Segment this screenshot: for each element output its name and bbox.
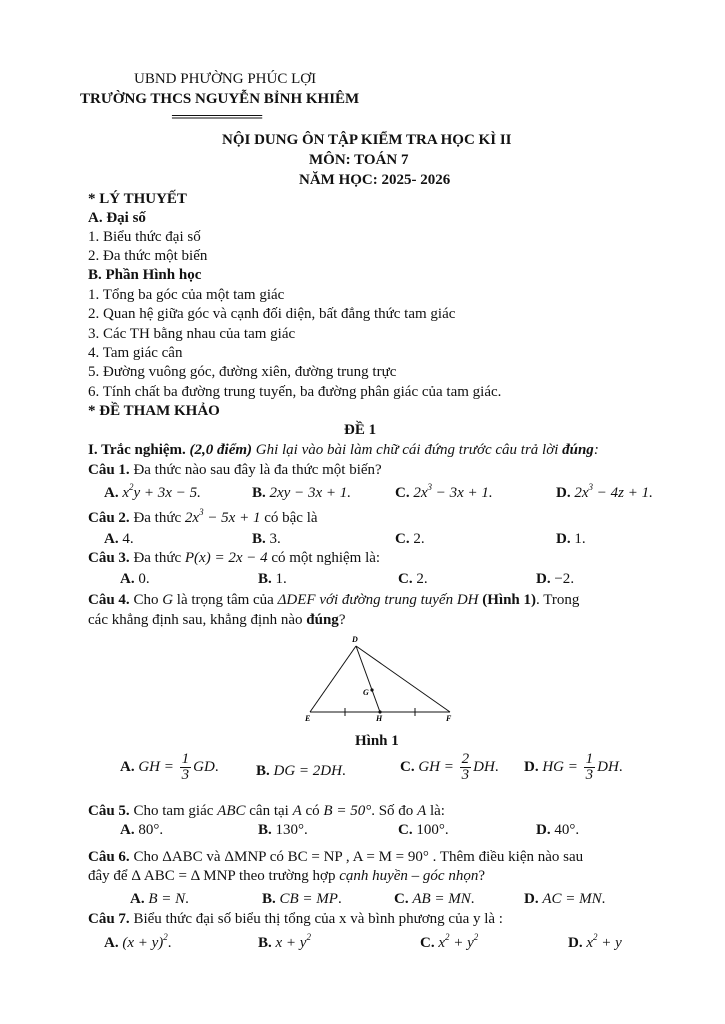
- q2-option-c[interactable]: C. 2.: [395, 531, 425, 547]
- q5-option-b[interactable]: B. 130°.: [258, 822, 308, 838]
- q5-option-a[interactable]: A. 80°.: [120, 822, 164, 838]
- header-divider: ══════════: [172, 110, 262, 125]
- q4-option-a[interactable]: A. GH = $\frac{1}{3}$ GD.: [120, 751, 219, 783]
- q2-option-a[interactable]: A. 4.: [104, 531, 134, 547]
- label-f: F: [446, 714, 452, 723]
- q3-option-b[interactable]: B. 1.: [258, 571, 287, 587]
- q2-option-b[interactable]: B. 3.: [252, 531, 281, 547]
- q2-option-d[interactable]: D. 1.: [556, 531, 586, 547]
- point-g: [370, 688, 373, 691]
- exam-heading: * ĐỀ THAM KHẢO: [88, 403, 220, 419]
- geometry-item: 6. Tính chất ba đường trung tuyến, ba đường phân giác của tam giác.: [88, 384, 502, 400]
- part1-label: I. Trắc nghiệm.: [88, 442, 186, 458]
- q1-option-b[interactable]: B. 2xy − 3x + 1.: [252, 485, 351, 501]
- q4-option-b[interactable]: B. DG = 2DH.: [256, 763, 346, 779]
- q6-option-c[interactable]: C. AB = MN.: [394, 891, 475, 907]
- q1-option-a[interactable]: A. $x^2y + 3x - 5$.: [104, 482, 201, 501]
- q7-option-d[interactable]: D. $x^2 + y$: [568, 932, 622, 951]
- geometry-heading: B. Phần Hình học: [88, 267, 202, 283]
- geometry-item: 1. Tổng ba góc của một tam giác: [88, 287, 285, 303]
- part1-emph: đúng: [562, 442, 594, 458]
- q7-option-b[interactable]: B. $x + y^2$: [258, 932, 311, 951]
- geometry-item: 2. Quan hệ giữa góc và cạnh đối diện, bất đẳng thức tam giác: [88, 306, 456, 322]
- label-h: H: [376, 714, 383, 723]
- geometry-item: 3. Các TH bằng nhau của tam giác: [88, 326, 296, 342]
- q6-stem-line2: đây để Δ ABC = Δ MNP theo trường hợp cạnh huyền – góc nhọn?: [88, 868, 486, 884]
- q4-option-c[interactable]: C. GH = $\frac{2}{3}$ DH.: [400, 751, 499, 783]
- geometry-item: 4. Tam giác cân: [88, 345, 183, 361]
- q3-option-d[interactable]: D. −2.: [536, 571, 575, 587]
- label-e: E: [305, 714, 311, 723]
- q4-stem: Câu 4. Cho G là trọng tâm của ΔDEF với đường trung tuyến DH (Hình 1). Trong: [88, 592, 580, 608]
- doc-year: NĂM HỌC: 2025- 2026: [299, 172, 451, 188]
- part1-text: Ghi lại vào bài làm chữ cái đứng trước câu trả lời: [255, 442, 559, 458]
- q7-option-c[interactable]: C. $x^2 + y^2$: [420, 932, 479, 951]
- side-df: [356, 646, 450, 712]
- q4-stem-line2: các khẳng định sau, khẳng định nào đúng?: [88, 612, 346, 628]
- q5-stem: Câu 5. Cho tam giác ABC cân tại A có B = 50°. Số đo A là:: [88, 803, 445, 819]
- side-de: [310, 646, 356, 712]
- q1-option-c[interactable]: C. $2x^3 - 3x + 1$.: [395, 482, 493, 501]
- part1-instruction: I. Trắc nghiệm. (2,0 điểm) Ghi lại vào bài làm chữ cái đứng trước câu trả lời đúng:: [88, 442, 599, 458]
- doc-subject: MÔN: TOÁN 7: [309, 152, 409, 168]
- algebra-item: 2. Đa thức một biến: [88, 248, 208, 264]
- label-d: D: [352, 635, 358, 644]
- org-name: UBND PHƯỜNG PHÚC LỢI: [134, 71, 317, 87]
- q1-stem: Câu 1. Đa thức nào sau đây là đa thức một biến?: [88, 462, 382, 478]
- algebra-item: 1. Biểu thức đại số: [88, 229, 201, 245]
- triangle-figure: [300, 632, 460, 727]
- q6-option-a[interactable]: A. B = N.: [130, 891, 189, 907]
- exam-title: ĐỀ 1: [344, 422, 377, 438]
- part1-points: (2,0 điểm): [189, 442, 253, 458]
- q3-option-a[interactable]: A. 0.: [120, 571, 150, 587]
- q3-stem: Câu 3. Đa thức P(x) = 2x − 4 có một nghiệm là:: [88, 550, 381, 566]
- q3-option-c[interactable]: C. 2.: [398, 571, 428, 587]
- geometry-item: 5. Đường vuông góc, đường xiên, đường trung trực: [88, 364, 397, 380]
- q6-stem: Câu 6. Cho ΔABC và ΔMNP có BC = NP , A = M = 90° . Thêm điều kiện nào sau: [88, 849, 584, 865]
- q7-option-a[interactable]: A. $(x + y)^2$.: [104, 932, 172, 951]
- median-dh: [356, 646, 380, 712]
- theory-heading: * LÝ THUYẾT: [88, 191, 187, 207]
- label-g: G: [363, 688, 369, 697]
- figure-caption: Hình 1: [355, 733, 399, 749]
- q1-option-d[interactable]: D. $2x^3 - 4z + 1$.: [556, 482, 653, 501]
- q4-option-d[interactable]: D. HG = $\frac{1}{3}$ DH.: [524, 751, 623, 783]
- school-name: TRƯỜNG THCS NGUYỄN BỈNH KHIÊM: [80, 91, 360, 107]
- q7-stem: Câu 7. Biểu thức đại số biểu thị tổng của x và bình phương của y là :: [88, 911, 503, 927]
- q6-option-d[interactable]: D. AC = MN.: [524, 891, 606, 907]
- q6-option-b[interactable]: B. CB = MP.: [262, 891, 342, 907]
- doc-title: NỘI DUNG ÔN TẬP KIỂM TRA HỌC KÌ II: [222, 132, 512, 148]
- q2-stem: Câu 2. Đa thức $2x^3 - 5x + 1$ có bậc là: [88, 507, 318, 526]
- algebra-heading: A. Đại số: [88, 210, 146, 226]
- q5-option-c[interactable]: C. 100°.: [398, 822, 449, 838]
- q5-option-d[interactable]: D. 40°.: [536, 822, 580, 838]
